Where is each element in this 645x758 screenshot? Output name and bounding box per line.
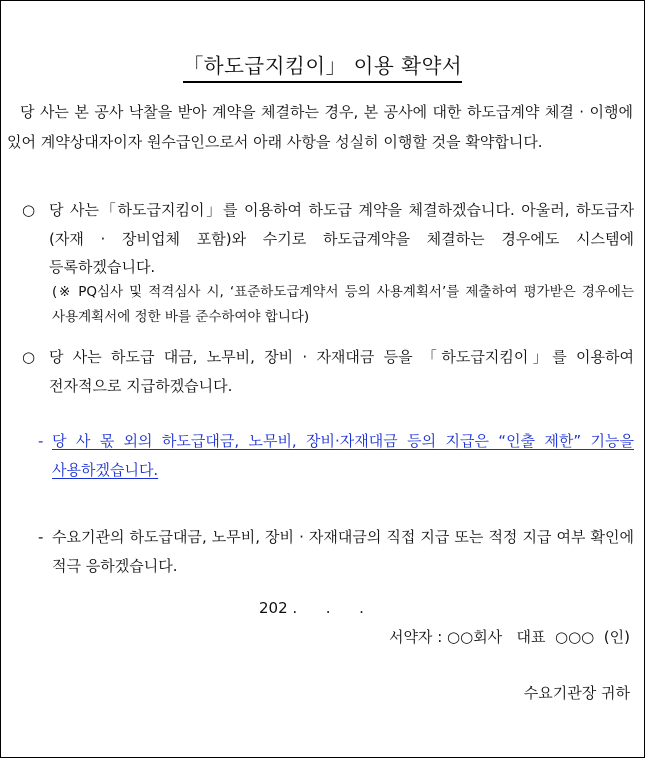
- signer-line: 서약자 : ○○회사 대표 ○○○ (인): [388, 628, 630, 646]
- circle-bullet-icon: ○: [22, 348, 36, 366]
- date-line: 202 . . .: [259, 599, 364, 617]
- sub-item-1-text: 당 사 몫 외의 하도급대금, 노무비, 장비·자재대금 등의 지급은 “인출 제한” 기능을 사용하겠습니다.: [52, 432, 634, 479]
- circle-bullet-icon: ○: [22, 201, 36, 219]
- intro-paragraph: 당 사는 본 공사 낙찰을 받아 계약을 체결하는 경우, 본 공사에 대한 하도급계약 체결 · 이행에 있어 계약상대자이자 원수급인으로서 아래 사항을 성실히 이행할 것을 확약합니다.: [7, 103, 633, 151]
- sub-item-1: [38, 427, 634, 485]
- bullet-item-1: [22, 196, 634, 282]
- bullet-item-1-text: 당 사는「하도급지킴이」를 이용하여 하도급 계약을 체결하겠습니다. 아울러, 하도급자(자재 · 장비업체 포함)와 수기로 하도급계약을 체결하는 경우에도 시스템에 등록하겠습니다.: [49, 201, 634, 276]
- bullet-item-1-note: [52, 280, 634, 330]
- sub-item-2-text: 수요기관의 하도급대금, 노무비, 장비 · 자재대금의 직접 지급 또는 적정 지급 여부 확인에 적극 응하겠습니다.: [52, 528, 634, 575]
- dash-bullet-icon: -: [38, 528, 44, 546]
- document-title-wrap: [1, 53, 644, 83]
- note-text: (※ PQ심사 및 적격심사 시, ‘표준하도급계약서 등의 사용계획서’를 제출하여 평가받은 경우에는 사용계획서에 정한 바를 준수하여야 합니다): [52, 284, 634, 325]
- dash-bullet-icon: -: [38, 432, 44, 450]
- recipient-line: 수요기관장 귀하: [523, 684, 630, 702]
- bullet-item-2-text: 당 사는 하도급 대금, 노무비, 장비 · 자재대금 등을 「하도급지킴이」를 이용하여 전자적으로 지급하겠습니다.: [49, 348, 634, 395]
- document-title: 「하도급지킴이」 이용 확약서: [183, 53, 462, 83]
- sub-item-2: [38, 523, 634, 581]
- bullet-item-2: [22, 343, 634, 400]
